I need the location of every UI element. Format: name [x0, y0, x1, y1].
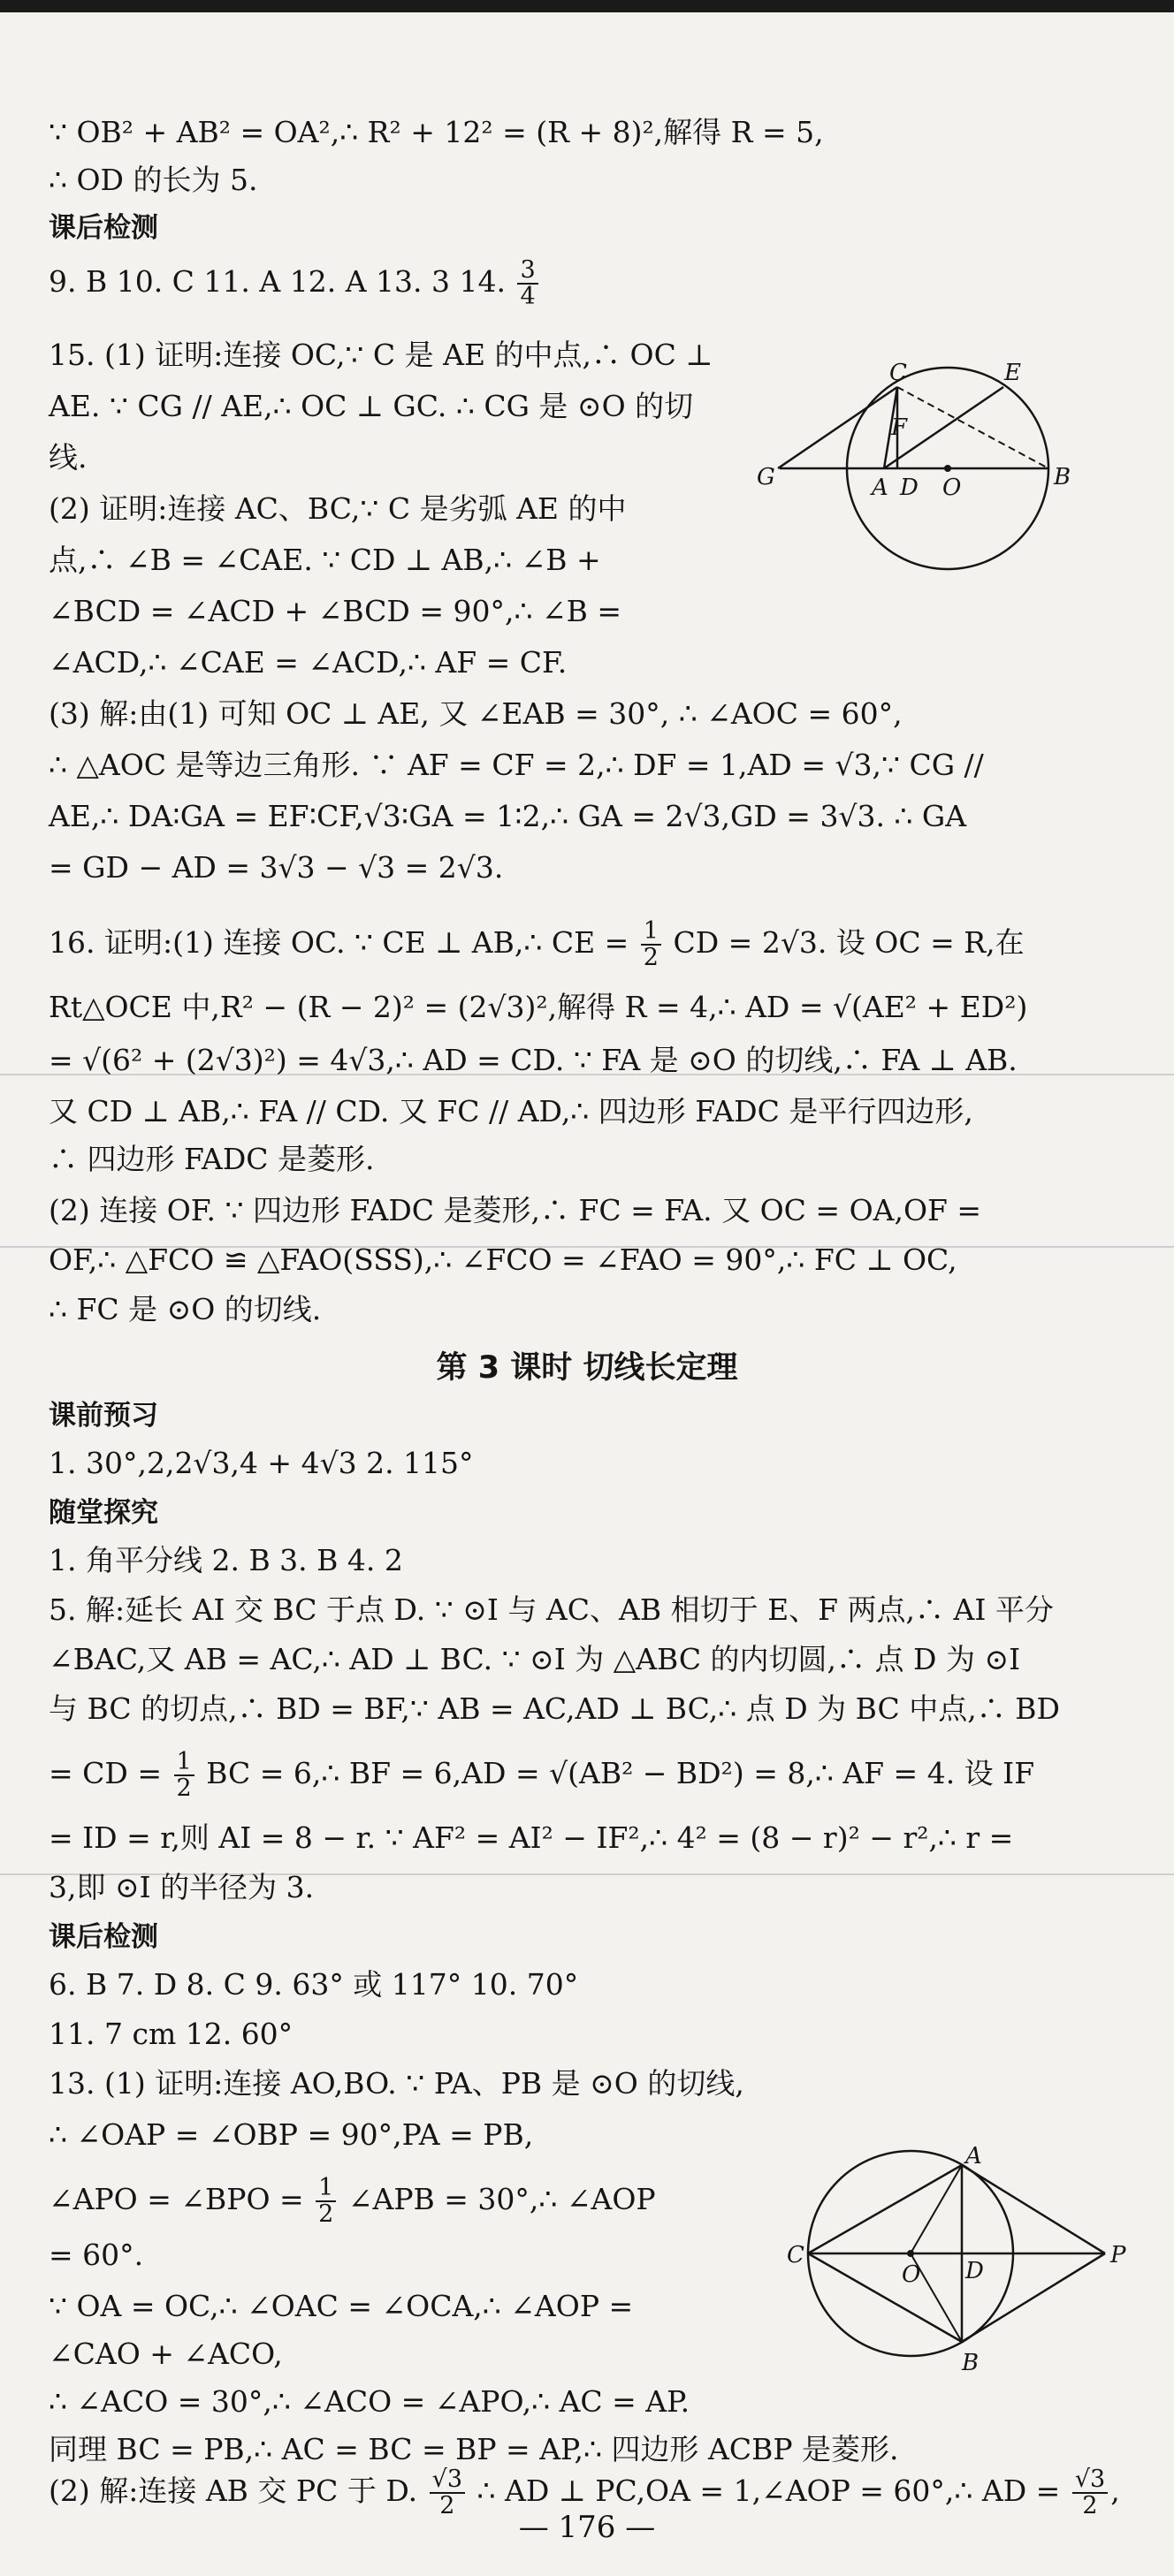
geometry-figure-1: [743, 362, 1132, 619]
numerator: 1: [641, 919, 661, 946]
text-line: 又 CD ⊥ AB,∴ FA // CD. 又 FC // AD,∴ 四边形 FADC 是平行四边形,: [49, 1094, 973, 1128]
label-d: D: [900, 475, 919, 501]
text-line: AE. ∵ CG // AE,∴ OC ⊥ GC. ∴ CG 是 ⊙O 的切: [49, 389, 694, 423]
text-line: (2) 证明:连接 AC、BC,∵ C 是劣弧 AE 的中: [49, 491, 627, 526]
label-b: B: [1054, 464, 1071, 490]
punctuation: ,: [1110, 2473, 1120, 2508]
label-a: A: [965, 2143, 982, 2169]
section-heading: 课后检测: [49, 1921, 158, 1953]
denominator: 2: [1082, 2492, 1098, 2519]
text-line: 5. 解:延长 AI 交 BC 于点 D. ∵ ⊙I 与 AC、AB 相切于 E、F 两点,∴ AI 平分: [49, 1592, 1054, 1627]
text-line: (3) 解:由(1) 可知 OC ⊥ AE, 又 ∠EAB = 30°, ∴ ∠AOC = 60°,: [49, 696, 903, 731]
text-line: (2) 连接 OF. ∵ 四边形 FADC 是菱形,∴ FC = FA. 又 OC = OA,OF =: [49, 1193, 982, 1227]
text-segment: CD = 2√3. 设 OC = R,在: [673, 925, 1025, 960]
section-heading: 课后检测: [49, 212, 158, 244]
text-line: [49, 919, 1136, 970]
text-line: 1. 角平分线 2. B 3. B 4. 2: [49, 1543, 403, 1577]
text-line: ∵ OB² + AB² = OA²,∴ R² + 12² = (R + 8)²,解得 R = 5,: [49, 115, 824, 149]
text-line: ∴ △AOC 是等边三角形. ∵ AF = CF = 2,∴ DF = 1,AD = √3,∵ CG //: [49, 748, 984, 782]
tangent-gc: [778, 387, 897, 468]
segment-cb: [808, 2253, 962, 2342]
numerator: 1: [174, 1750, 194, 1776]
text-segment: 16. 证明:(1) 连接 OC. ∵ CE ⊥ AB,∴ CE =: [49, 925, 629, 960]
label-d: D: [965, 2258, 984, 2284]
label-g: G: [757, 464, 775, 490]
text-line: 点,∴ ∠B = ∠CAE. ∵ CD ⊥ AB,∴ ∠B +: [49, 543, 601, 577]
text-line: Rt△OCE 中,R² − (R − 2)² = (2√3)²,解得 R = 4,∴ AD = √(AE² + ED²): [49, 990, 1028, 1024]
text-line: 13. (1) 证明:连接 AO,BO. ∵ PA、PB 是 ⊙O 的切线,: [49, 2066, 744, 2101]
text-segment: ∠APB = 30°,∴ ∠AOP: [347, 2182, 656, 2216]
text-line: ∴ FC 是 ⊙O 的切线.: [49, 1292, 322, 1326]
label-b: B: [962, 2350, 980, 2376]
text-line: 同理 BC = PB,∴ AC = BC = BP = AP,∴ 四边形 ACBP 是菱形.: [49, 2432, 899, 2466]
fraction-1-2: [641, 919, 661, 970]
section-title: 第 3 课时 切线长定理: [436, 1350, 738, 1386]
text-line: [49, 1750, 1136, 1801]
center-dot: [944, 465, 951, 472]
denominator: 4: [520, 283, 536, 310]
segment-cb: [897, 387, 1048, 468]
text-line: 6. B 7. D 8. C 9. 63° 或 117° 10. 70°: [49, 1967, 579, 2002]
label-e: E: [1004, 362, 1021, 386]
numerator: 1: [316, 2176, 336, 2202]
text-segment: BC = 6,∴ BF = 6,AD = √(AB² − BD²) = 8,∴ AF = 4. 设 IF: [206, 1756, 1035, 1790]
fraction-1-2: [174, 1750, 194, 1801]
answer-line: [49, 258, 1136, 309]
numerator: √3: [430, 2467, 465, 2494]
label-f: F: [891, 414, 908, 441]
text-line: = √(6² + (2√3)²) = 4√3,∴ AD = CD. ∵ FA 是 ⊙O 的切线,∴ FA ⊥ AB.: [49, 1043, 1018, 1077]
numerator: √3: [1072, 2467, 1108, 2494]
text-line: ∴ 四边形 FADC 是菱形.: [49, 1142, 375, 1176]
text-line: ∠BAC,又 AB = AC,∴ AD ⊥ BC. ∵ ⊙I 为 △ABC 的内切圆,∴ 点 D 为 ⊙I: [49, 1642, 1021, 1676]
text-line: 15. (1) 证明:连接 OC,∵ C 是 AE 的中点,∴ OC ⊥: [49, 338, 713, 372]
text-line: 线.: [49, 440, 88, 475]
text-segment: (2) 解:连接 AB 交 PC 于 D.: [49, 2473, 418, 2508]
text-line: OF,∴ △FCO ≌ △FAO(SSS),∴ ∠FCO = ∠FAO = 90°,∴ FC ⊥ OC,: [49, 1242, 957, 1277]
text-line: 3,即 ⊙I 的半径为 3.: [49, 1870, 315, 1904]
text-segment: ∠APO = ∠BPO =: [49, 2182, 304, 2216]
text-line: = ID = r,则 AI = 8 − r. ∵ AF² = AI² − IF²,∴ 4² = (8 − r)² − r²,∴ r =: [49, 1820, 1014, 1855]
text-line: ∠CAO + ∠ACO,: [49, 2337, 283, 2371]
section-heading: 随堂探究: [49, 1497, 158, 1529]
page-number: — 176 —: [518, 2510, 656, 2545]
denominator: 2: [318, 2200, 334, 2228]
text-segment: = CD =: [49, 1756, 162, 1790]
label-o: O: [902, 2261, 921, 2288]
text-line: ∴ OD 的长为 5.: [49, 163, 258, 197]
denominator: 2: [439, 2492, 455, 2519]
answers-9-14: 9. B 10. C 11. A 12. A 13. 3 14.: [49, 264, 506, 299]
label-o: O: [942, 475, 962, 501]
label-c: C: [787, 2242, 804, 2268]
text-line: = 60°.: [49, 2238, 144, 2272]
text-line: ∴ ∠ACO = 30°,∴ ∠ACO = ∠APO,∴ AC = AP.: [49, 2384, 690, 2419]
label-p: P: [1110, 2242, 1126, 2268]
section-heading: 课前预习: [49, 1400, 158, 1432]
denominator: 2: [643, 944, 659, 971]
text-line: 11. 7 cm 12. 60°: [49, 2017, 294, 2051]
label-c: C: [889, 362, 907, 386]
text-line: = GD − AD = 3√3 − √3 = 2√3.: [49, 850, 504, 885]
text-line: [49, 2176, 738, 2227]
numerator: 3: [517, 258, 537, 285]
text-line: ∴ ∠OAP = ∠OBP = 90°,PA = PB,: [49, 2117, 534, 2152]
fraction-1-2: [316, 2176, 336, 2227]
text-line: 1. 30°,2,2√3,4 + 4√3 2. 115°: [49, 1446, 474, 1480]
segment-ap: [962, 2165, 1105, 2253]
geometry-figure-2: [778, 2139, 1140, 2386]
segment-ca: [808, 2165, 962, 2253]
text-line: ∵ OA = OC,∴ ∠OAC = ∠OCA,∴ ∠AOP =: [49, 2289, 634, 2323]
fraction-3-4: [517, 258, 537, 309]
text-segment: ∴ AD ⊥ PC,OA = 1,∠AOP = 60°,∴ AD =: [476, 2473, 1061, 2508]
text-line: ∠BCD = ∠ACD + ∠BCD = 90°,∴ ∠B =: [49, 594, 622, 628]
denominator: 2: [176, 1774, 192, 1802]
text-line: ∠ACD,∴ ∠CAE = ∠ACD,∴ AF = CF.: [49, 645, 568, 680]
text-line: AE,∴ DA∶GA = EF∶CF,√3∶GA = 1∶2,∴ GA = 2√3,GD = 3√3. ∴ GA: [49, 799, 967, 833]
segment-oa: [911, 2165, 962, 2253]
top-scan-edge: [0, 0, 1174, 12]
text-line: 与 BC 的切点,∴ BD = BF,∵ AB = AC,AD ⊥ BC,∴ 点 D 为 BC 中点,∴ BD: [49, 1691, 1060, 1726]
label-a: A: [872, 475, 888, 501]
center-dot: [907, 2250, 914, 2257]
